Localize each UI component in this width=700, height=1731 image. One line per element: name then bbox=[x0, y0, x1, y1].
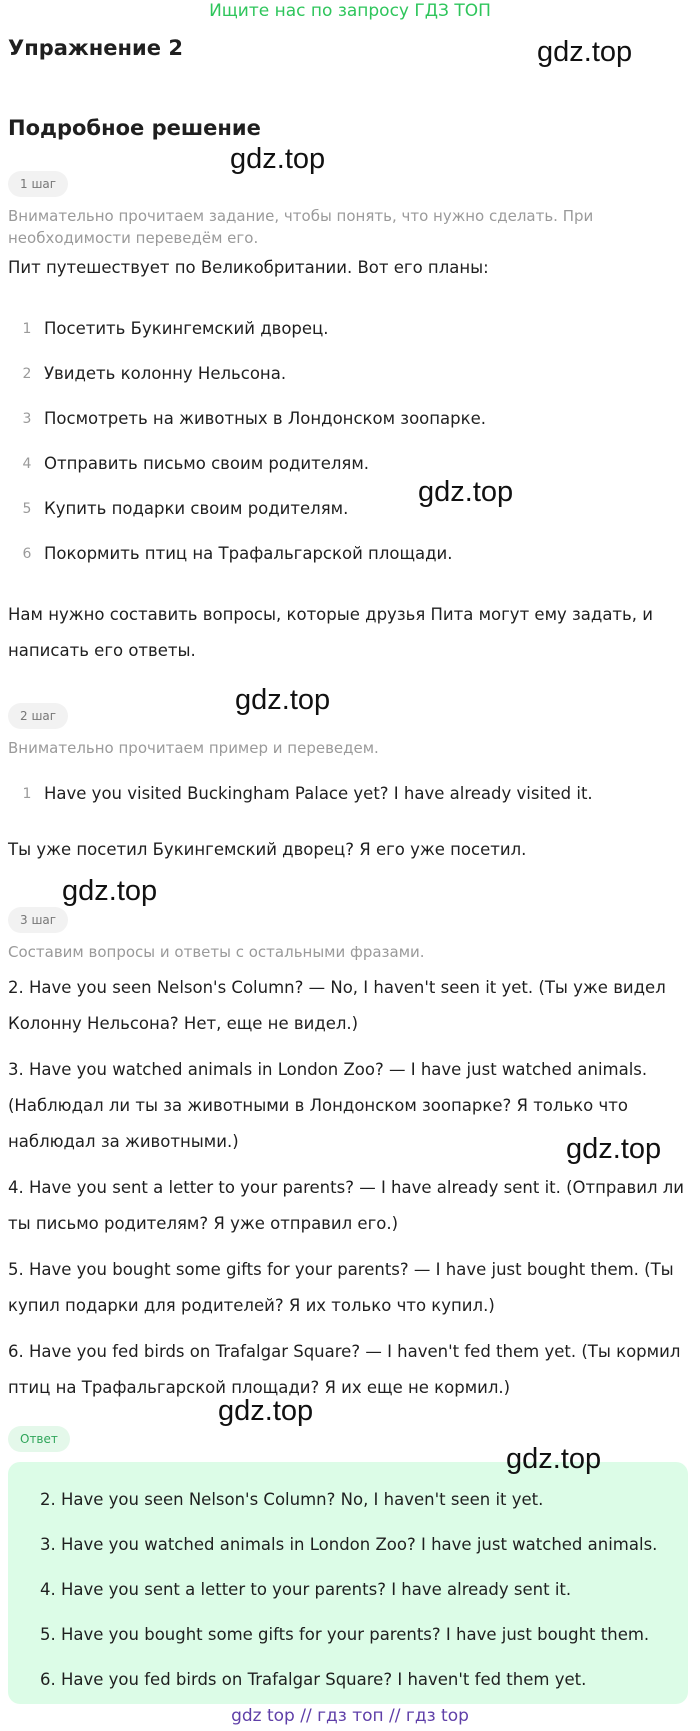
step-1-badge: 1 шаг bbox=[8, 171, 68, 197]
promo-banner[interactable]: Ищите нас по запросу ГДЗ ТОП bbox=[209, 1, 491, 21]
watermark: gdz.top bbox=[230, 143, 326, 175]
watermark: gdz.top bbox=[506, 1443, 602, 1475]
watermark: gdz.top bbox=[537, 36, 633, 68]
step-1-note: Внимательно прочитаем задание, чтобы понять, что нужно сделать. При необходимости переведём его. bbox=[8, 207, 594, 247]
list-item-number: 6 bbox=[22, 546, 32, 562]
watermark: gdz.top bbox=[566, 1133, 662, 1165]
list-item-number: 4 bbox=[22, 456, 32, 472]
section-title: Подробное решение bbox=[8, 116, 261, 140]
step-3-badge: 3 шаг bbox=[8, 907, 68, 933]
answer-line: 3. Have you watched animals in London Zoo? I have just watched animals. bbox=[40, 1535, 658, 1554]
watermark: gdz.top bbox=[62, 875, 158, 907]
answer-line: 2. Have you seen Nelson's Column? No, I haven't seen it yet. bbox=[40, 1490, 544, 1509]
list-item-number: 3 bbox=[22, 411, 32, 427]
step-3-paragraph: 3. Have you watched animals in London Zoo? — I have just watched animals. (Наблюдал ли ты за животными в Лондонском зоопарке? Я только что наблюдал за животными.) bbox=[8, 1060, 648, 1151]
list-item-text: Посетить Букингемский дворец. bbox=[44, 319, 329, 338]
list-item bbox=[0, 497, 680, 521]
page-title: Упражнение 2 bbox=[8, 36, 183, 60]
list-item-number: 1 bbox=[22, 786, 32, 802]
list-item-text: Купить подарки своим родителям. bbox=[44, 499, 349, 518]
step-1-intro: Пит путешествует по Великобритании. Вот его планы: bbox=[8, 258, 489, 277]
list-item-text: Покормить птиц на Трафальгарской площади. bbox=[44, 544, 453, 563]
list-item-number: 1 bbox=[22, 321, 32, 337]
list-item bbox=[0, 542, 680, 566]
list-item bbox=[0, 782, 680, 806]
list-item bbox=[0, 317, 680, 341]
watermark: gdz.top bbox=[235, 684, 331, 716]
step-3-paragraph: 5. Have you bought some gifts for your parents? — I have just bought them. (Ты купил подарки для родителей? Я их только что купил.) bbox=[8, 1260, 674, 1315]
list-item bbox=[0, 452, 680, 476]
watermark: gdz.top bbox=[218, 1395, 314, 1427]
answer-badge: Ответ bbox=[8, 1426, 70, 1452]
answer-line: 4. Have you sent a letter to your parents? I have already sent it. bbox=[40, 1580, 572, 1599]
step-3-paragraph: 2. Have you seen Nelson's Column? — No, I haven't seen it yet. (Ты уже видел Колонну Нельсона? Нет, еще не видел.) bbox=[8, 978, 666, 1033]
step-3-paragraph: 4. Have you sent a letter to your parents? — I have already sent it. (Отправил ли ты письмо родителям? Я уже отправил его.) bbox=[8, 1178, 685, 1233]
answer-box bbox=[8, 1462, 688, 1704]
answer-line: 5. Have you bought some gifts for your parents? I have just bought them. bbox=[40, 1625, 650, 1644]
step-2-badge: 2 шаг bbox=[8, 703, 68, 729]
step-2-note: Внимательно прочитаем пример и переведем. bbox=[8, 739, 379, 757]
list-item-text: Увидеть колонну Нельсона. bbox=[44, 364, 287, 383]
list-item-number: 5 bbox=[22, 501, 32, 517]
list-item bbox=[0, 407, 680, 431]
list-item-number: 2 bbox=[22, 366, 32, 382]
step-3-paragraph: 6. Have you fed birds on Trafalgar Square? — I haven't fed them yet. (Ты кормил птиц на Трафальгарской площади? Я их еще не кормил.) bbox=[8, 1342, 681, 1397]
list-item-text: Have you visited Buckingham Palace yet? I have already visited it. bbox=[44, 784, 593, 803]
step-3-note: Составим вопросы и ответы с остальными фразами. bbox=[8, 943, 425, 961]
list-item bbox=[0, 362, 680, 386]
watermark: gdz.top bbox=[418, 476, 514, 508]
answer-line: 6. Have you fed birds on Trafalgar Square? I haven't fed them yet. bbox=[40, 1670, 587, 1689]
list-item-text: Посмотреть на животных в Лондонском зоопарке. bbox=[44, 409, 486, 428]
list-item-text: Отправить письмо своим родителям. bbox=[44, 454, 370, 473]
step-2-outro: Ты уже посетил Букингемский дворец? Я его уже посетил. bbox=[8, 840, 527, 859]
step-1-outro: Нам нужно составить вопросы, которые друзья Пита могут ему задать, и написать его ответы. bbox=[8, 605, 653, 660]
footer-links[interactable]: gdz top // гдз топ // гдз top bbox=[231, 1706, 469, 1726]
